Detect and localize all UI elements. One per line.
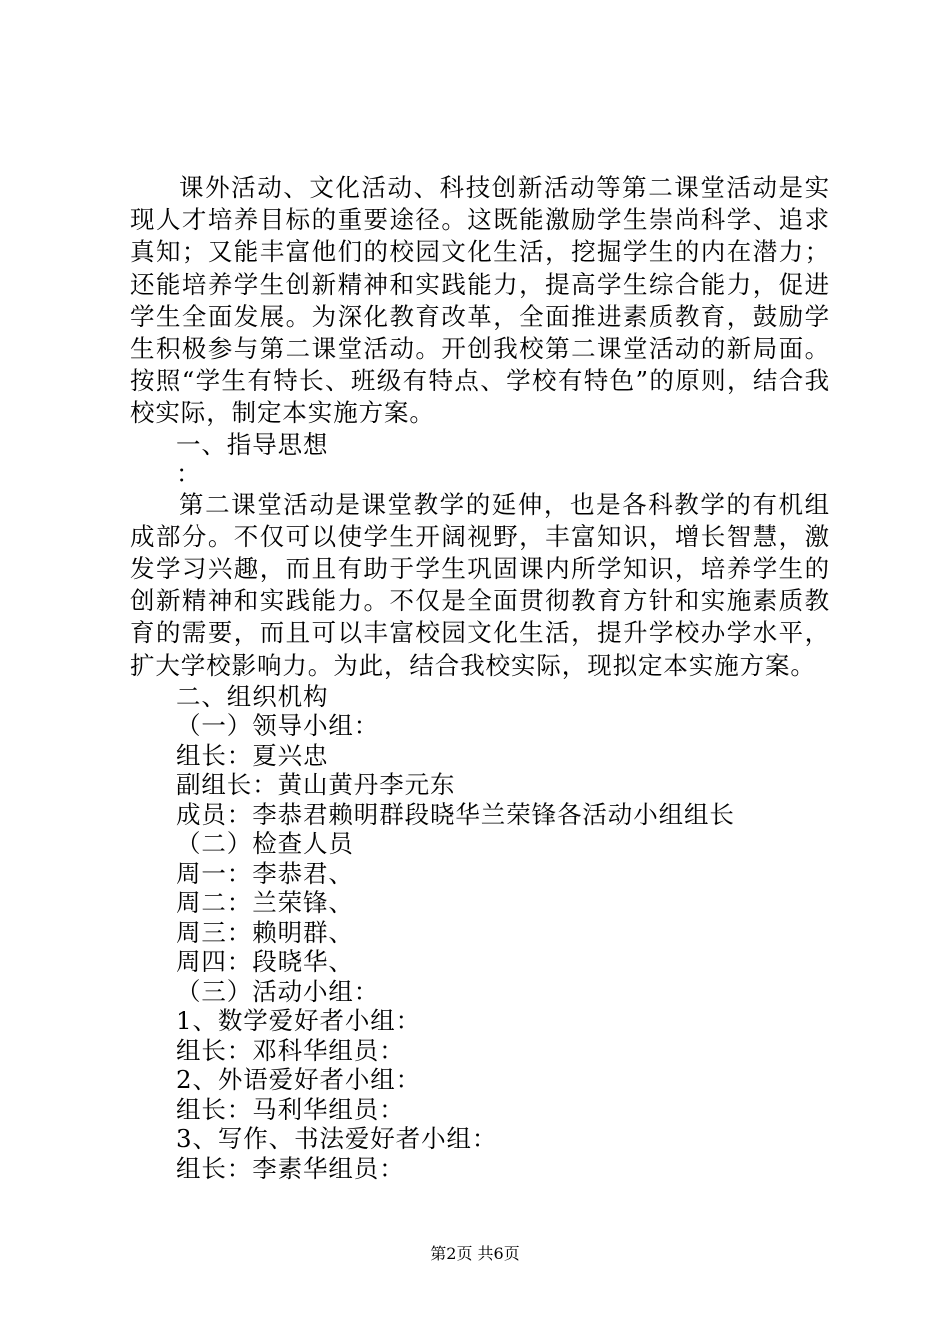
list-item: （三）活动小组：	[176, 976, 380, 1006]
list-item: 组长：马利华组员：	[176, 1094, 405, 1124]
list-item: 周一：李恭君、	[176, 858, 354, 888]
section-heading-organization: 二、组织机构	[176, 681, 329, 711]
guidance-paragraph: 第二课堂活动是课堂教学的延伸，也是各科教学的有机组成部分。不仅可以使学生开阔视野，丰富知识，增长智慧，激发学习兴趣，而且有助于学生巩固课内所学知识，培养学生的创新精神和实践能力。不仅是全面贯彻教育方针和实施素质教育的需要，而且可以丰富校园文化生活，提升学校办学水平，扩大学校影响力。为此，结合我校实际，现拟定本实施方案。	[130, 489, 830, 680]
colon-line: ：	[176, 459, 202, 489]
page-footer: 第2页 共6页	[430, 1244, 520, 1263]
list-item: 组长：邓科华组员：	[176, 1035, 405, 1065]
list-item: 成员：李恭君赖明群段晓华兰荣锋各活动小组组长	[176, 799, 735, 829]
list-item: （二）检查人员	[176, 829, 354, 859]
list-item: 1、数学爱好者小组：	[176, 1006, 422, 1036]
list-item: 周四：段晓华、	[176, 947, 354, 977]
list-item: 组长：李素华组员：	[176, 1153, 405, 1183]
list-item: 2、外语爱好者小组：	[176, 1065, 422, 1095]
list-item: 3、写作、书法爱好者小组：	[176, 1124, 498, 1154]
list-item: 副组长：黄山黄丹李元东	[176, 770, 456, 800]
document-body	[130, 172, 830, 1183]
list-item: 周三：赖明群、	[176, 917, 354, 947]
list-item: 组长：夏兴忠	[176, 740, 329, 770]
intro-paragraph: 课外活动、文化活动、科技创新活动等第二课堂活动是实现人才培养目标的重要途径。这既能激励学生崇尚科学、追求真知；又能丰富他们的校园文化生活，挖掘学生的内在潜力；还能培养学生创新精神和实践能力，提高学生综合能力，促进学生全面发展。为深化教育改革，全面推进素质教育，鼓励学生积极参与第二课堂活动。开创我校第二课堂活动的新局面。按照“学生有特长、班级有特点、学校有特色”的原则，结合我校实际，制定本实施方案。	[130, 173, 830, 428]
list-item: （一）领导小组：	[176, 711, 380, 741]
section-heading-guidance: 一、指导思想	[176, 429, 329, 459]
list-item: 周二：兰荣锋、	[176, 888, 354, 918]
